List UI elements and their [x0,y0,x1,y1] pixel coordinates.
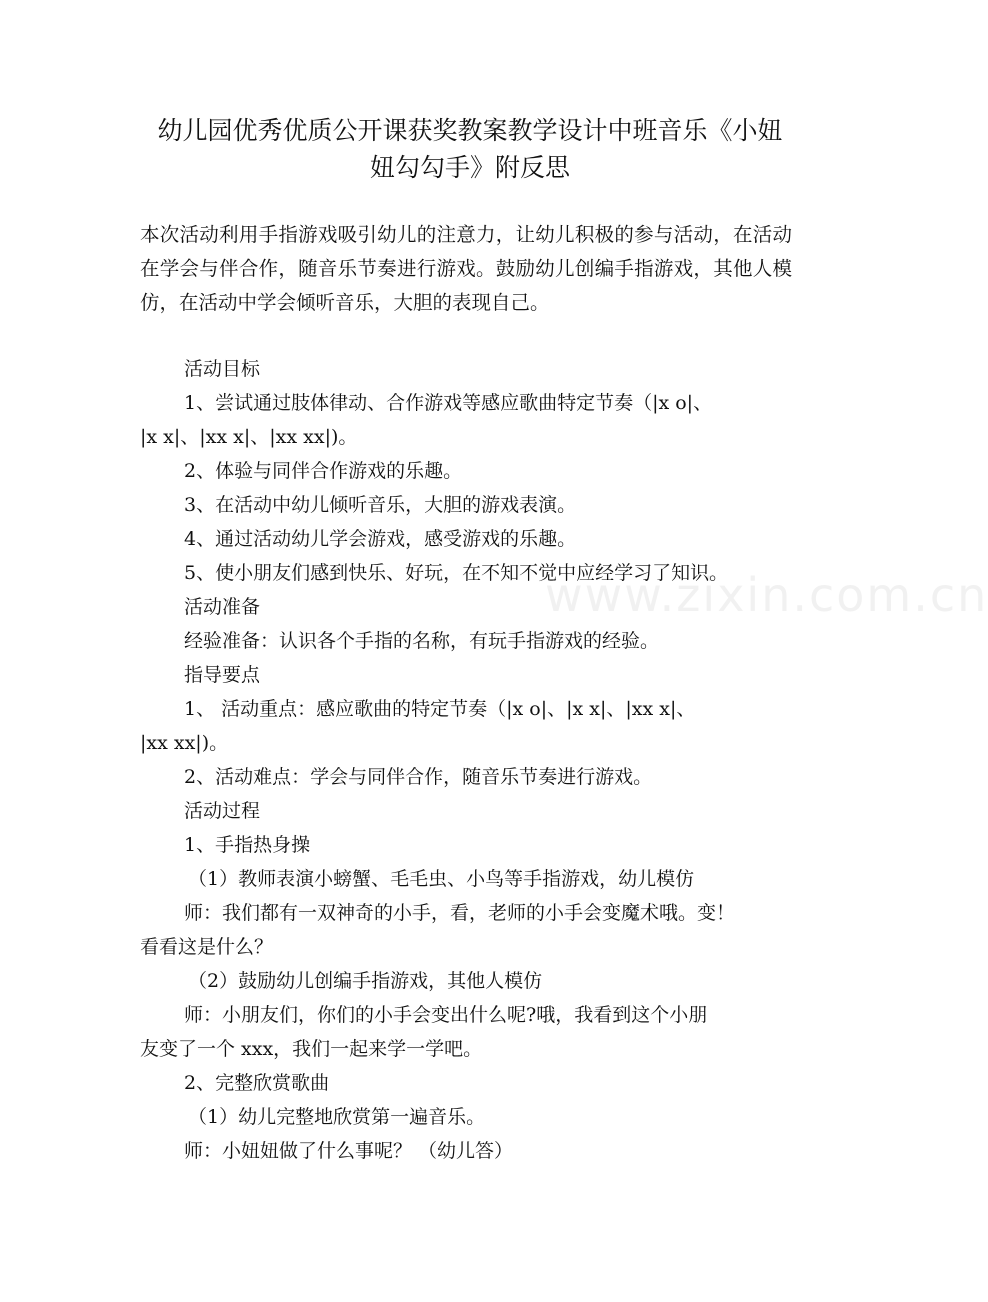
teacher-line-1: 师：我们都有一双神奇的小手，看，老师的小手会变魔术哦。变！ [184,902,736,924]
goal-4: 4、通过活动幼儿学会游戏，感受游戏的乐趣。 [184,528,577,550]
guide-focus-cont: |xx xx|)。 [140,732,229,754]
goal-1-cont: |x x|、|xx x|、|xx xx|)。 [140,426,358,448]
guide-difficulty: 2、活动难点：学会与同伴合作，随音乐节奏进行游戏。 [184,766,653,788]
teacher-line-2-cont: 友变了一个 xxx，我们一起来学一学吧。 [140,1038,483,1060]
heading-prep: 活动准备 [184,596,261,618]
goal-1: 1、尝试通过肢体律动、合作游戏等感应歌曲特定节奏（|x o|、 [184,392,713,414]
process-step-2: 2、完整欣赏歌曲 [184,1072,330,1094]
watermark: www.zixin.com.cn [545,568,988,622]
process-step-1-1: （1）教师表演小螃蟹、毛毛虫、小鸟等手指游戏，幼儿模仿 [188,868,695,890]
goal-2: 2、体验与同伴合作游戏的乐趣。 [184,460,463,482]
process-step-2-1: （1）幼儿完整地欣赏第一遍音乐。 [188,1106,486,1128]
goal-5: 5、使小朋友们感到快乐、好玩，在不知不觉中应经学习了知识。 [184,562,729,584]
teacher-line-2: 师：小朋友们，你们的小手会变出什么呢?哦，我看到这个小朋 [184,1004,708,1026]
teacher-line-1-cont: 看看这是什么？ [140,936,274,958]
document-title: 幼儿园优秀优质公开课获奖教案教学设计中班音乐《小妞妞勾勾手》附反思 [157,116,783,182]
intro-paragraph: 本次活动利用手指游戏吸引幼儿的注意力，让幼儿积极的参与活动，在活动在学会与伴合作，随音乐节奏进行游戏。鼓励幼儿创编手指游戏，其他人模仿，在活动中学会倾听音乐，大胆的表现自己。 [140,223,792,314]
prep-experience: 经验准备：认识各个手指的名称，有玩手指游戏的经验。 [184,630,660,652]
heading-goals: 活动目标 [184,358,261,380]
teacher-line-3: 师：小妞妞做了什么事呢？ （幼儿答） [184,1140,514,1162]
process-step-1: 1、手指热身操 [184,834,311,856]
guide-focus: 1、 活动重点：感应歌曲的特定节奏（|x o|、|x x|、|xx x|、 [184,698,696,720]
goal-3: 3、在活动中幼儿倾听音乐，大胆的游戏表演。 [184,494,577,516]
heading-guide: 指导要点 [184,664,261,686]
heading-process: 活动过程 [184,800,261,822]
process-step-1-2: （2）鼓励幼儿创编手指游戏，其他人模仿 [188,970,543,992]
document-body [140,352,792,1168]
